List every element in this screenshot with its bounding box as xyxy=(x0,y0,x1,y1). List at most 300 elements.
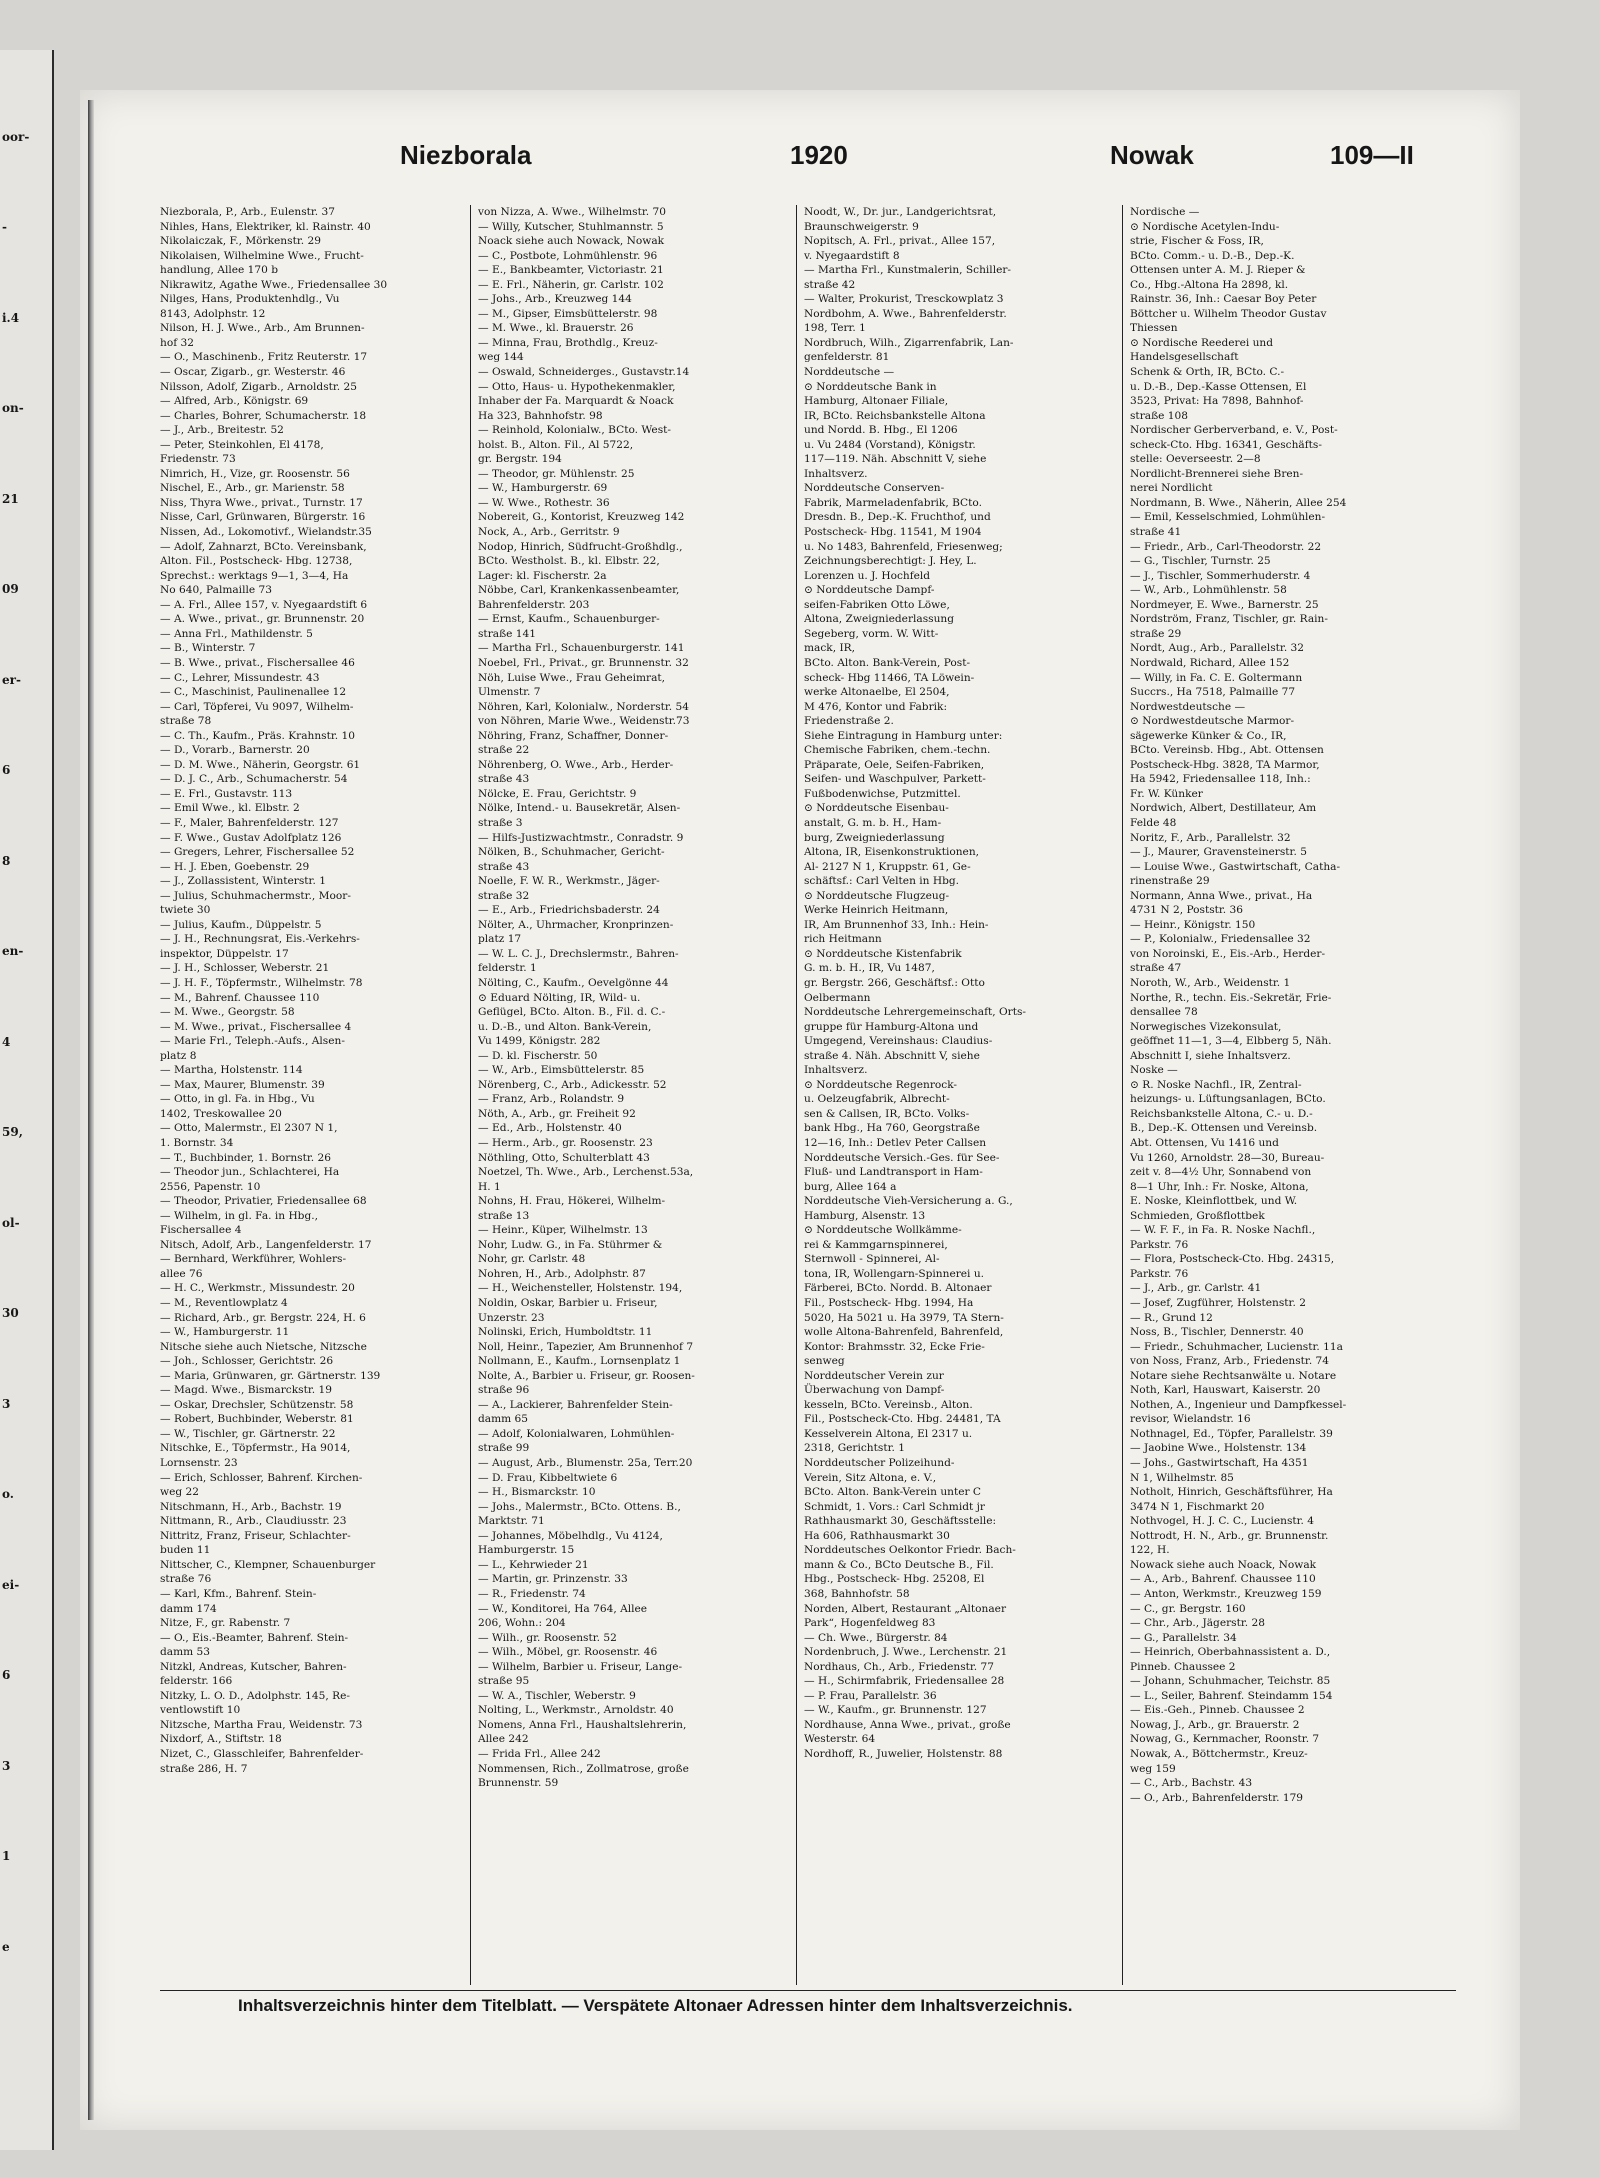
directory-entry-line: Nolte, A., Barbier u. Friseur, gr. Roosen- xyxy=(478,1369,695,1382)
directory-entry-line: Inhaltsverz. xyxy=(804,1064,868,1077)
margin-fragment: 21 xyxy=(2,491,19,506)
directory-entry-line: mann & Co., BCto Deutsche B., Fil. xyxy=(804,1558,994,1571)
directory-entry-line: Norddeutsche Vieh-Versicherung a. G., xyxy=(804,1195,1013,1208)
directory-entry-line: rei & Kammgarnspinnerei, xyxy=(804,1238,948,1251)
directory-entry-line: Allee 242 xyxy=(478,1733,529,1746)
directory-entry-line: senweg xyxy=(804,1355,845,1368)
directory-entry-line: Präparate, Oele, Seifen-Fabriken, xyxy=(804,758,985,771)
directory-entry-line: Nilges, Hans, Produktenhdlg., Vu xyxy=(160,293,340,306)
directory-entry-line: — W., Hamburgerstr. 11 xyxy=(160,1326,290,1339)
directory-entry-line: — Johs., Gastwirtschaft, Ha 4351 xyxy=(1130,1457,1309,1470)
directory-entry-line: Fluß- und Landtransport in Ham- xyxy=(804,1166,983,1179)
directory-entry-line: — Oscar, Zigarb., gr. Westerstr. 46 xyxy=(160,366,346,379)
directory-entry-line: Reichsbankstelle Altona, C.- u. D.- xyxy=(1130,1107,1313,1120)
margin-fragment: 3 xyxy=(2,1758,11,1773)
directory-entry-line: Fischersallee 4 xyxy=(160,1224,242,1237)
directory-entry-line: Noodt, W., Dr. jur., Landgerichtsrat, xyxy=(804,206,997,218)
directory-entry-line: Nordwich, Albert, Destillateur, Am xyxy=(1130,802,1317,815)
directory-entry-line: Nohr, gr. Carlstr. 48 xyxy=(478,1253,586,1266)
directory-entry-line: N 1, Wilhelmstr. 85 xyxy=(1130,1471,1234,1484)
directory-entry-line: — D. kl. Fischerstr. 50 xyxy=(478,1049,598,1062)
margin-fragment: i.4 xyxy=(2,310,20,325)
directory-entry-line: von Nöhren, Marie Wwe., Weidenstr.73 xyxy=(478,715,690,728)
directory-entry-line: straße 3 xyxy=(478,816,523,829)
directory-entry-line: — Theodor, Privatier, Friedensallee 68 xyxy=(160,1195,367,1208)
directory-entry-line: — Ernst, Kaufm., Schauenburger- xyxy=(478,613,660,626)
directory-entry-line: — Oswald, Schneiderges., Gustavstr.14 xyxy=(478,366,690,379)
directory-entry-line: ⊙ R. Noske Nachfl., IR, Zentral- xyxy=(1130,1078,1302,1091)
directory-entry-line: 368, Bahnhofstr. 58 xyxy=(804,1587,910,1600)
directory-entry-line: Succrs., Ha 7518, Palmaille 77 xyxy=(1130,686,1296,699)
directory-entry-line: Brunnenstr. 59 xyxy=(478,1777,559,1790)
directory-entry-line: Al- 2127 N 1, Kruppstr. 61, Ge- xyxy=(804,860,971,873)
directory-entry-line: — Reinhold, Kolonialw., BCto. West- xyxy=(478,424,671,437)
directory-entry-line: straße 286, H. 7 xyxy=(160,1762,248,1775)
directory-entry-line: straße 13 xyxy=(478,1209,530,1222)
margin-fragment: 6 xyxy=(2,1668,11,1683)
directory-entry-line: Nitzky, L. O. D., Adolphstr. 145, Re- xyxy=(160,1689,350,1702)
directory-entry-line: Noroth, W., Arb., Weidenstr. 1 xyxy=(1130,976,1291,989)
directory-entry-line: straße 76 xyxy=(160,1573,212,1586)
directory-entry-line: Rathhausmarkt 30, Geschäftsstelle: xyxy=(804,1515,997,1528)
directory-entry-line: Verein, Sitz Altona, e. V., xyxy=(804,1471,937,1484)
directory-entry-line: — Willy, Kutscher, Stuhlmannstr. 5 xyxy=(478,220,664,233)
directory-entry-line: damm 174 xyxy=(160,1602,217,1615)
directory-entry-line: — B., Winterstr. 7 xyxy=(160,642,256,655)
directory-entry-line: — Julius, Kaufm., Düppelstr. 5 xyxy=(160,918,322,931)
directory-entry-line: — Johann, Schuhmacher, Teichstr. 85 xyxy=(1130,1675,1331,1688)
directory-entry-line: Norddeutsche — xyxy=(804,366,895,379)
directory-entry-line: Nörenberg, C., Arb., Adickesstr. 52 xyxy=(478,1078,667,1091)
directory-entry-line: — Carl, Töpferei, Vu 9097, Wilhelm- xyxy=(160,700,354,713)
directory-entry-line: IR, BCto. Reichsbankstelle Altona xyxy=(804,409,986,422)
directory-entry-line: straße 42 xyxy=(804,278,856,291)
directory-entry-line: ⊙ Norddeutsche Flugzeug- xyxy=(804,889,950,902)
directory-entry-line: Lorenzen u. J. Hochfeld xyxy=(804,569,931,582)
directory-entry-line: — Wilhelm, Barbier u. Friseur, Lange- xyxy=(478,1660,683,1673)
directory-entry-line: — Theodor jun., Schlachterei, Ha xyxy=(160,1166,340,1179)
directory-entry-line: Nöth, A., Arb., gr. Freiheit 92 xyxy=(478,1107,636,1120)
directory-entry-line: — Otto, Haus- u. Hypothekenmakler, xyxy=(478,380,676,393)
directory-entry-line: BCto. Alton. Bank-Verein, Post- xyxy=(804,656,971,669)
directory-entry-line: — Magd. Wwe., Bismarckstr. 19 xyxy=(160,1384,332,1397)
directory-entry-line: straße 4. Näh. Abschnitt V, siehe xyxy=(804,1049,980,1062)
directory-entry-line: straße 47 xyxy=(1130,962,1182,975)
directory-entry-line: — O., Maschinenb., Fritz Reuterstr. 17 xyxy=(160,351,368,364)
directory-entry-line: Nothvogel, H. J. C. C., Lucienstr. 4 xyxy=(1130,1515,1315,1528)
directory-entry-line: weg 22 xyxy=(160,1486,199,1499)
directory-entry-line: straße 96 xyxy=(478,1384,530,1397)
directory-entry-line: Nordische — xyxy=(1130,206,1200,218)
directory-entry-line: — M., Gipser, Eimsbüttelerstr. 98 xyxy=(478,307,658,320)
directory-entry-line: u. Oelzeugfabrik, Albrecht- xyxy=(804,1093,950,1106)
margin-fragment: - xyxy=(2,220,7,235)
directory-entry-line: — Ed., Arb., Holstenstr. 40 xyxy=(478,1122,622,1135)
directory-entry-line: burg, Allee 164 a xyxy=(804,1180,897,1193)
directory-entry-line: — Erich, Schlosser, Bahrenf. Kirchen- xyxy=(160,1471,363,1484)
directory-entry-line: Park“, Hogenfeldweg 83 xyxy=(804,1617,936,1630)
directory-entry-line: Nisse, Carl, Grünwaren, Bürgerstr. 16 xyxy=(160,511,366,524)
directory-entry-line: Notare siehe Rechtsanwälte u. Notare xyxy=(1130,1369,1337,1382)
directory-entry-line: Böttcher u. Wilhelm Theodor Gustav xyxy=(1130,307,1327,320)
directory-entry-line: — D., Vorarb., Barnerstr. 20 xyxy=(160,744,310,757)
directory-entry-line: — Otto, in gl. Fa. in Hbg., Vu xyxy=(160,1093,315,1106)
directory-entry-line: — Gregers, Lehrer, Fischersallee 52 xyxy=(160,846,355,859)
directory-entry-line: platz 8 xyxy=(160,1049,197,1062)
directory-entry-line: Nothnagel, Ed., Töpfer, Parallelstr. 39 xyxy=(1130,1427,1333,1440)
directory-entry-line: Nordbruch, Wilh., Zigarrenfabrik, Lan- xyxy=(804,336,1014,349)
header-year: 1920 xyxy=(790,140,848,170)
directory-entry-line: scheck-Cto. Hbg. 16341, Geschäfts- xyxy=(1130,438,1322,451)
directory-entry-line: Thiessen xyxy=(1130,322,1178,335)
directory-entry-line: ⊙ Nordwestdeutsche Marmor- xyxy=(1130,715,1295,728)
header-first-entry: Niezborala xyxy=(400,140,532,170)
directory-entry-line: — Jaobine Wwe., Holstenstr. 134 xyxy=(1130,1442,1307,1455)
directory-entry-line: Noritz, F., Arb., Parallelstr. 32 xyxy=(1130,831,1291,844)
directory-entry-line: gr. Bergstr. 266, Geschäftsf.: Otto xyxy=(804,976,985,989)
directory-entry-line: — H., Bismarckstr. 10 xyxy=(478,1486,596,1499)
directory-entry-line: Nopitsch, A. Frl., privat., Allee 157, xyxy=(804,235,996,248)
directory-entry-line: Norddeutsche Conserven- xyxy=(804,482,945,495)
directory-entry-line: ⊙ Nordische Acetylen-Indu- xyxy=(1130,220,1280,233)
directory-entry-line: Norwegisches Vizekonsulat, xyxy=(1130,1020,1282,1033)
directory-entry-line: — Theodor, gr. Mühlenstr. 25 xyxy=(478,467,635,480)
directory-entry-line: — August, Arb., Blumenstr. 25a, Terr.20 xyxy=(478,1457,693,1470)
directory-entry-line: — Walter, Prokurist, Tresckowplatz 3 xyxy=(804,293,1004,306)
directory-entry-line: Altona, Zweigniederlassung xyxy=(804,613,955,626)
directory-entry-line: Überwachung von Dampf- xyxy=(804,1384,945,1397)
directory-entry-line: straße 141 xyxy=(478,627,537,640)
directory-entry-line: Noack siehe auch Nowack, Nowak xyxy=(478,235,665,248)
directory-entry-line: — Chr., Arb., Jägerstr. 28 xyxy=(1130,1617,1265,1630)
directory-entry-line: Fr. W. Künker xyxy=(1130,787,1203,800)
directory-entry-line: Nittritz, Franz, Friseur, Schlachter- xyxy=(160,1529,351,1542)
directory-entry-line: Färberei, BCto. Nordd. B. Altonaer xyxy=(804,1282,992,1295)
directory-entry-line: geöffnet 11—1, 3—4, Elbberg 5, Näh. xyxy=(1130,1035,1332,1048)
directory-entry-line: Abt. Ottensen, Vu 1416 und xyxy=(1130,1137,1279,1149)
directory-entry-line: straße 22 xyxy=(478,744,530,757)
directory-entry-line: Schenk & Orth, IR, BCto. C.- xyxy=(1130,366,1285,379)
directory-entry-line: — D. Frau, Kibbeltwiete 6 xyxy=(478,1471,618,1484)
directory-entry-line: 4731 N 2, Poststr. 36 xyxy=(1130,904,1244,917)
directory-entry-line: Noldin, Oskar, Barbier u. Friseur, xyxy=(478,1297,658,1310)
directory-entry-line: 5020, Ha 5021 u. Ha 3979, TA Stern- xyxy=(804,1311,1004,1324)
directory-entry-line: Ha 323, Bahnhofstr. 98 xyxy=(478,409,603,422)
directory-entry-line: Lornsenstr. 23 xyxy=(160,1457,238,1470)
directory-entry-line: damm 65 xyxy=(478,1413,529,1426)
directory-entry-line: Rainstr. 36, Inh.: Caesar Boy Peter xyxy=(1130,293,1317,306)
directory-entry-line: 8—1 Uhr, Inh.: Fr. Noske, Altona, xyxy=(1130,1180,1309,1193)
directory-entry-line: Nöhrenberg, O. Wwe., Arb., Herder- xyxy=(478,758,674,771)
directory-entry-line: — A., Arb., Bahrenf. Chaussee 110 xyxy=(1130,1573,1316,1586)
directory-entry-line: — D. J. C., Arb., Schumacherstr. 54 xyxy=(160,773,348,786)
directory-entry-line: — E., Bankbeamter, Victoriastr. 21 xyxy=(478,264,664,277)
directory-entry-line: Norden, Albert, Restaurant „Altonaer xyxy=(804,1602,1007,1615)
directory-entry-line: straße 95 xyxy=(478,1675,530,1688)
directory-entry-line: weg 159 xyxy=(1130,1762,1176,1775)
directory-column-3 xyxy=(804,205,1149,1762)
directory-entry-line: ⊙ Norddeutsche Kistenfabrik xyxy=(804,947,962,960)
directory-entry-line: 3523, Privat: Ha 7898, Bahnhof- xyxy=(1130,395,1304,408)
directory-entry-line: 2318, Gerichtstr. 1 xyxy=(804,1442,905,1455)
directory-entry-line: — J., Maurer, Gravensteinerstr. 5 xyxy=(1130,846,1307,859)
directory-entry-line: — Wilh., gr. Roosenstr. 52 xyxy=(478,1631,617,1644)
directory-entry-line: — Charles, Bohrer, Schumacherstr. 18 xyxy=(160,409,367,422)
directory-entry-line: — D. M. Wwe., Näherin, Georgstr. 61 xyxy=(160,758,361,771)
directory-entry-line: — Karl, Kfm., Bahrenf. Stein- xyxy=(160,1587,317,1600)
header-page-number: 109—II xyxy=(1330,140,1414,170)
directory-entry-line: — Emil, Kesselschmied, Lohmühlen- xyxy=(1130,511,1326,524)
directory-entry-line: — C., Arb., Bachstr. 43 xyxy=(1130,1777,1253,1790)
directory-entry-line: anstalt, G. m. b. H., Ham- xyxy=(804,816,942,829)
directory-entry-line: — E., Arb., Friedrichsbaderstr. 24 xyxy=(478,904,660,917)
directory-entry-line: Nilsson, Adolf, Zigarb., Arnoldstr. 25 xyxy=(160,380,358,393)
directory-entry-line: Nowag, G., Kernmacher, Roonstr. 7 xyxy=(1130,1733,1320,1746)
directory-entry-line: u. No 1483, Bahrenfeld, Friesenweg; xyxy=(804,540,1003,553)
directory-entry-line: Kesselverein Altona, El 2317 u. xyxy=(804,1427,973,1440)
directory-entry-line: Normann, Anna Wwe., privat., Ha xyxy=(1130,889,1313,902)
directory-entry-line: Fil., Postscheck-Cto. Hbg. 24481, TA xyxy=(804,1413,1001,1426)
header-last-entry: Nowak xyxy=(1110,140,1194,170)
directory-entry-line: Nowag, J., Arb., gr. Brauerstr. 2 xyxy=(1130,1718,1300,1731)
directory-entry-line: — Peter, Steinkohlen, El 4178, xyxy=(160,438,324,451)
directory-entry-line: Abschnitt I, siehe Inhaltsverz. xyxy=(1130,1049,1291,1062)
directory-entry-line: Nizet, C., Glasschleifer, Bahrenfelder- xyxy=(160,1747,364,1760)
directory-entry-line: — G., Tischler, Turnstr. 25 xyxy=(1130,555,1271,568)
directory-entry-line: Nordlicht-Brennerei siehe Bren- xyxy=(1130,467,1304,480)
directory-entry-line: Nordhoff, R., Juwelier, Holstenstr. 88 xyxy=(804,1747,1003,1760)
directory-entry-line: — Heinr., Königstr. 150 xyxy=(1130,918,1256,931)
directory-entry-line: ⊙ Norddeutsche Wollkämme- xyxy=(804,1224,962,1237)
directory-entry-line: Nowak, A., Böttchermstr., Kreuz- xyxy=(1130,1747,1308,1760)
directory-entry-line: Nordt, Aug., Arb., Parallelstr. 32 xyxy=(1130,642,1305,655)
directory-entry-line: straße 108 xyxy=(1130,409,1189,422)
directory-entry-line: Schmidt, 1. Vors.: Carl Schmidt jr xyxy=(804,1500,985,1513)
directory-entry-line: — W., Kaufm., gr. Brunnenstr. 127 xyxy=(804,1704,987,1717)
directory-entry-line: Nollmann, E., Kaufm., Lornsenplatz 1 xyxy=(478,1355,681,1368)
directory-entry-line: Nordmeyer, E. Wwe., Barnerstr. 25 xyxy=(1130,598,1319,611)
directory-entry-line: No 640, Palmaille 73 xyxy=(160,584,272,597)
directory-entry-line: — P. Frau, Parallelstr. 36 xyxy=(804,1689,937,1702)
directory-entry-line: — Alfred, Arb., Königstr. 69 xyxy=(160,395,309,408)
directory-entry-line: — J. H., Schlosser, Weberstr. 21 xyxy=(160,962,330,975)
directory-entry-line: Zeichnungsberechtigt: J. Hey, L. xyxy=(804,555,977,568)
directory-entry-line: Niezborala, P., Arb., Eulenstr. 37 xyxy=(160,206,336,218)
directory-entry-line: — Herm., Arb., gr. Roosenstr. 23 xyxy=(478,1137,653,1149)
directory-entry-line: — P., Kolonialw., Friedensallee 32 xyxy=(1130,933,1311,946)
directory-entry-line: Nitschmann, H., Arb., Bachstr. 19 xyxy=(160,1500,342,1513)
directory-entry-line: 1. Bornstr. 34 xyxy=(160,1137,234,1149)
directory-entry-line: 117—119. Näh. Abschnitt V, siehe xyxy=(804,453,987,466)
directory-entry-line: — H. C., Werkmstr., Missundestr. 20 xyxy=(160,1282,355,1295)
directory-entry-line: ventlowstift 10 xyxy=(160,1704,241,1717)
directory-entry-line: von Noss, Franz, Arb., Friedenstr. 74 xyxy=(1130,1355,1330,1368)
directory-entry-line: Vu 1499, Königstr. 282 xyxy=(478,1035,601,1048)
directory-entry-line: — H. J. Eben, Goebenstr. 29 xyxy=(160,860,310,873)
directory-entry-line: E. Noske, Kleinflottbek, und W. xyxy=(1130,1195,1298,1208)
directory-entry-line: — E. Frl., Gustavstr. 113 xyxy=(160,787,293,800)
directory-entry-line: Nitzkl, Andreas, Kutscher, Bahren- xyxy=(160,1660,347,1673)
directory-entry-line: — Wilhelm, in gl. Fa. in Hbg., xyxy=(160,1209,318,1222)
directory-entry-line: Kontor: Brahmsstr. 32, Ecke Frie- xyxy=(804,1340,985,1353)
directory-entry-line: — C., Postbote, Lohmühlenstr. 96 xyxy=(478,249,658,262)
directory-entry-line: buden 11 xyxy=(160,1544,211,1557)
directory-entry-line: Nomens, Anna Frl., Haushaltslehrerin, xyxy=(478,1718,687,1731)
page-header xyxy=(400,140,1530,180)
directory-entry-line: twiete 30 xyxy=(160,904,211,917)
directory-entry-line: — Martin, gr. Prinzenstr. 33 xyxy=(478,1573,628,1586)
directory-entry-line: — Joh., Schlosser, Gerichtstr. 26 xyxy=(160,1355,334,1368)
directory-entry-line: Nordhaus, Ch., Arb., Friedenstr. 77 xyxy=(804,1660,995,1673)
directory-entry-line: Nohr, Ludw. G., in Fa. Stührmer & xyxy=(478,1238,663,1251)
margin-fragment: oor- xyxy=(2,130,30,144)
directory-entry-line: Nihles, Hans, Elektriker, kl. Rainstr. 40 xyxy=(160,220,371,233)
directory-entry-line: Unzerstr. 23 xyxy=(478,1311,545,1324)
directory-entry-line: — W. Wwe., Rothestr. 36 xyxy=(478,496,610,509)
directory-entry-line: — G., Parallelstr. 34 xyxy=(1130,1631,1237,1644)
directory-entry-line: Westerstr. 64 xyxy=(804,1733,876,1746)
directory-entry-line: Nordmann, B. Wwe., Näherin, Allee 254 xyxy=(1130,496,1347,509)
directory-entry-line: Vu 1260, Arnoldstr. 28—30, Bureau- xyxy=(1130,1151,1325,1164)
margin-fragment: e xyxy=(2,1939,10,1954)
footer-rule xyxy=(160,1990,1456,1991)
directory-entry-line: Sternwoll - Spinnerei, Al- xyxy=(804,1253,940,1266)
directory-entry-line: von Nizza, A. Wwe., Wilhelmstr. 70 xyxy=(478,206,666,218)
directory-entry-line: Seifen- und Waschpulver, Parkett- xyxy=(804,773,986,786)
directory-entry-line: 198, Terr. 1 xyxy=(804,322,866,335)
directory-entry-line: — J., Zollassistent, Winterstr. 1 xyxy=(160,875,326,888)
directory-entry-line: — Anton, Werkmstr., Kreuzweg 159 xyxy=(1130,1587,1322,1600)
directory-entry-line: straße 43 xyxy=(478,773,530,786)
directory-entry-line: straße 43 xyxy=(478,860,530,873)
directory-entry-line: straße 99 xyxy=(478,1442,530,1455)
directory-entry-line: Fußbodenwichse, Putzmittel. xyxy=(804,787,961,800)
directory-entry-line: BCto. Westholst. B., kl. Elbstr. 22, xyxy=(478,555,660,568)
directory-entry-line: — W. L. C. J., Drechslermstr., Bahren- xyxy=(478,947,679,960)
directory-entry-line: — A., Lackierer, Bahrenfelder Stein- xyxy=(478,1398,673,1411)
directory-entry-line: straße 78 xyxy=(160,715,212,728)
directory-entry-line: 206, Wohn.: 204 xyxy=(478,1617,566,1630)
directory-entry-line: Noss, B., Tischler, Dennerstr. 40 xyxy=(1130,1326,1304,1339)
directory-entry-line: Nikolaisen, Wilhelmine Wwe., Frucht- xyxy=(160,249,364,262)
directory-entry-line: Nitzsche, Martha Frau, Weidenstr. 73 xyxy=(160,1718,363,1731)
directory-entry-line: strie, Fischer & Foss, IR, xyxy=(1130,235,1264,248)
directory-entry-line: — Robert, Buchbinder, Weberstr. 81 xyxy=(160,1413,354,1426)
directory-entry-line: und Nordd. B. Hbg., El 1206 xyxy=(804,424,958,437)
directory-entry-line: platz 17 xyxy=(478,933,522,946)
directory-entry-line: Hbg., Postscheck- Hbg. 25208, El xyxy=(804,1573,985,1586)
directory-entry-line: — A. Wwe., privat., gr. Brunnenstr. 20 xyxy=(160,613,365,626)
directory-entry-line: scheck- Hbg 11466, TA Löwein- xyxy=(804,671,975,684)
directory-entry-line: Parkstr. 76 xyxy=(1130,1267,1189,1280)
directory-entry-line: Norddeutscher Verein zur xyxy=(804,1369,944,1382)
directory-entry-line: — Johannes, Möbelhdlg., Vu 4124, xyxy=(478,1529,663,1542)
directory-entry-line: zeit v. 8—4½ Uhr, Sonnabend von xyxy=(1130,1166,1312,1179)
directory-entry-line: hof 32 xyxy=(160,336,194,349)
directory-entry-line: Northe, R., techn. Eis.-Sekretär, Frie- xyxy=(1130,991,1332,1004)
directory-entry-line: Nodop, Hinrich, Südfrucht-Großhdlg., xyxy=(478,540,683,553)
directory-entry-line: Geflügel, BCto. Alton. B., Fil. d. C.- xyxy=(478,1006,666,1019)
margin-fragment: o. xyxy=(2,1487,14,1502)
directory-entry-line: — Martha Frl., Kunstmalerin, Schiller- xyxy=(804,264,1011,277)
directory-entry-line: Nobereit, G., Kontorist, Kreuzweg 142 xyxy=(478,511,685,524)
directory-entry-line: Inhaltsverz. xyxy=(804,467,868,480)
directory-entry-line: straße 29 xyxy=(1130,627,1182,640)
directory-entry-line: Nittscher, C., Klempner, Schauenburger xyxy=(160,1558,376,1571)
directory-entry-line: — Marie Frl., Teleph.-Aufs., Alsen- xyxy=(160,1035,345,1048)
directory-entry-line: — Wilh., Möbel, gr. Roosenstr. 46 xyxy=(478,1646,658,1659)
directory-entry-line: Nölter, A., Uhrmacher, Kronprinzen- xyxy=(478,918,674,931)
directory-entry-line: — Bernhard, Werkführer, Wohlers- xyxy=(160,1253,347,1266)
directory-entry-line: — W. F. F., in Fa. R. Noske Nachfl., xyxy=(1130,1224,1316,1237)
directory-entry-line: — Adolf, Kolonialwaren, Lohmühlen- xyxy=(478,1427,675,1440)
directory-entry-line: Nischel, E., Arb., gr. Marienstr. 58 xyxy=(160,482,345,495)
directory-entry-line: — W., Arb., Lohmühlenstr. 58 xyxy=(1130,584,1287,597)
margin-fragment: 3 xyxy=(2,1396,11,1411)
directory-entry-line: Nissen, Ad., Lokomotivf., Wielandstr.35 xyxy=(160,526,372,539)
directory-entry-line: Nölcke, E. Frau, Gerichtstr. 9 xyxy=(478,787,637,800)
directory-entry-line: — J., Tischler, Sommerhuderstr. 4 xyxy=(1130,569,1311,582)
directory-entry-line: — A. Frl., Allee 157, v. Nyegaardstift 6 xyxy=(160,598,368,611)
directory-entry-line: Nordhause, Anna Wwe., privat., große xyxy=(804,1718,1011,1731)
directory-entry-line: M 476, Kontor und Fabrik: xyxy=(804,700,948,713)
margin-fragment: 8 xyxy=(2,853,11,868)
directory-entry-line: Pinneb. Chaussee 2 xyxy=(1130,1660,1236,1673)
margin-fragment: on- xyxy=(2,401,24,416)
directory-entry-line: Fil., Postscheck- Hbg. 1994, Ha xyxy=(804,1297,974,1310)
directory-entry-line: — R., Grund 12 xyxy=(1130,1311,1213,1324)
directory-entry-line: Nölke, Intend.- u. Bausekretär, Alsen- xyxy=(478,802,681,815)
directory-entry-line: — Willy, in Fa. C. E. Goltermann xyxy=(1130,671,1303,684)
directory-entry-line: Felde 48 xyxy=(1130,816,1177,829)
book-spine xyxy=(88,100,94,2120)
directory-entry-line: Noelle, F. W. R., Werkmstr., Jäger- xyxy=(478,875,660,888)
directory-entry-line: — Minna, Frau, Brothdlg., Kreuz- xyxy=(478,336,658,349)
directory-entry-line: — O., Eis.-Beamter, Bahrenf. Stein- xyxy=(160,1631,349,1644)
directory-entry-line: Braunschweigerstr. 9 xyxy=(804,220,919,233)
directory-entry-line: v. Nyegaardstift 8 xyxy=(804,249,900,262)
directory-entry-line: Nölken, B., Schuhmacher, Gericht- xyxy=(478,846,665,859)
directory-entry-line: Nöh, Luise Wwe., Frau Geheimrat, xyxy=(478,671,666,684)
directory-entry-line: Siehe Eintragung in Hamburg unter: xyxy=(804,729,1003,742)
directory-entry-line: — J. H. F., Töpfermstr., Wilhelmstr. 78 xyxy=(160,976,363,989)
directory-entry-line: — Franz, Arb., Rolandstr. 9 xyxy=(478,1093,625,1106)
directory-entry-line: Ha 606, Rathhausmarkt 30 xyxy=(804,1529,950,1542)
directory-entry-line: Nilson, H. J. Wwe., Arb., Am Brunnen- xyxy=(160,322,365,335)
directory-entry-line: straße 32 xyxy=(478,889,530,902)
directory-entry-line: — M., Reventlowplatz 4 xyxy=(160,1297,288,1310)
directory-entry-line: Noebel, Frl., Privat., gr. Brunnenstr. 32 xyxy=(478,656,689,669)
directory-entry-line: Chemische Fabriken, chem.-techn. xyxy=(804,744,991,757)
directory-entry-line: 2556, Papenstr. 10 xyxy=(160,1180,261,1193)
directory-entry-line: — Heinrich, Oberbahnassistent a. D., xyxy=(1130,1646,1331,1659)
margin-fragment: 59, xyxy=(2,1125,23,1140)
directory-entry-line: 3474 N 1, Fischmarkt 20 xyxy=(1130,1500,1265,1513)
directory-entry-line: Nock, A., Arb., Gerritstr. 9 xyxy=(478,526,620,539)
directory-entry-line: — F. Wwe., Gustav Adolfplatz 126 xyxy=(160,831,342,844)
directory-entry-line: Friedenstraße 2. xyxy=(804,715,894,728)
directory-entry-line: Nommensen, Rich., Zollmatrose, große xyxy=(478,1762,689,1775)
directory-entry-line: Nordström, Franz, Tischler, gr. Rain- xyxy=(1130,613,1328,626)
directory-entry-line: — C. Th., Kaufm., Präs. Krahnstr. 10 xyxy=(160,729,355,742)
directory-entry-line: Hamburg, Alsenstr. 13 xyxy=(804,1209,926,1222)
directory-entry-line: Nikolaiczak, F., Mörkenstr. 29 xyxy=(160,235,321,248)
directory-entry-line: ⊙ Norddeutsche Dampf- xyxy=(804,584,935,597)
directory-entry-line: BCto. Vereinsb. Hbg., Abt. Ottensen xyxy=(1130,744,1324,757)
directory-entry-line: revisor, Wielandstr. 16 xyxy=(1130,1413,1251,1426)
directory-entry-line: — Anna Frl., Mathildenstr. 5 xyxy=(160,627,313,640)
directory-entry-line: Co., Hbg.-Altona Ha 2898, kl. xyxy=(1130,278,1289,291)
